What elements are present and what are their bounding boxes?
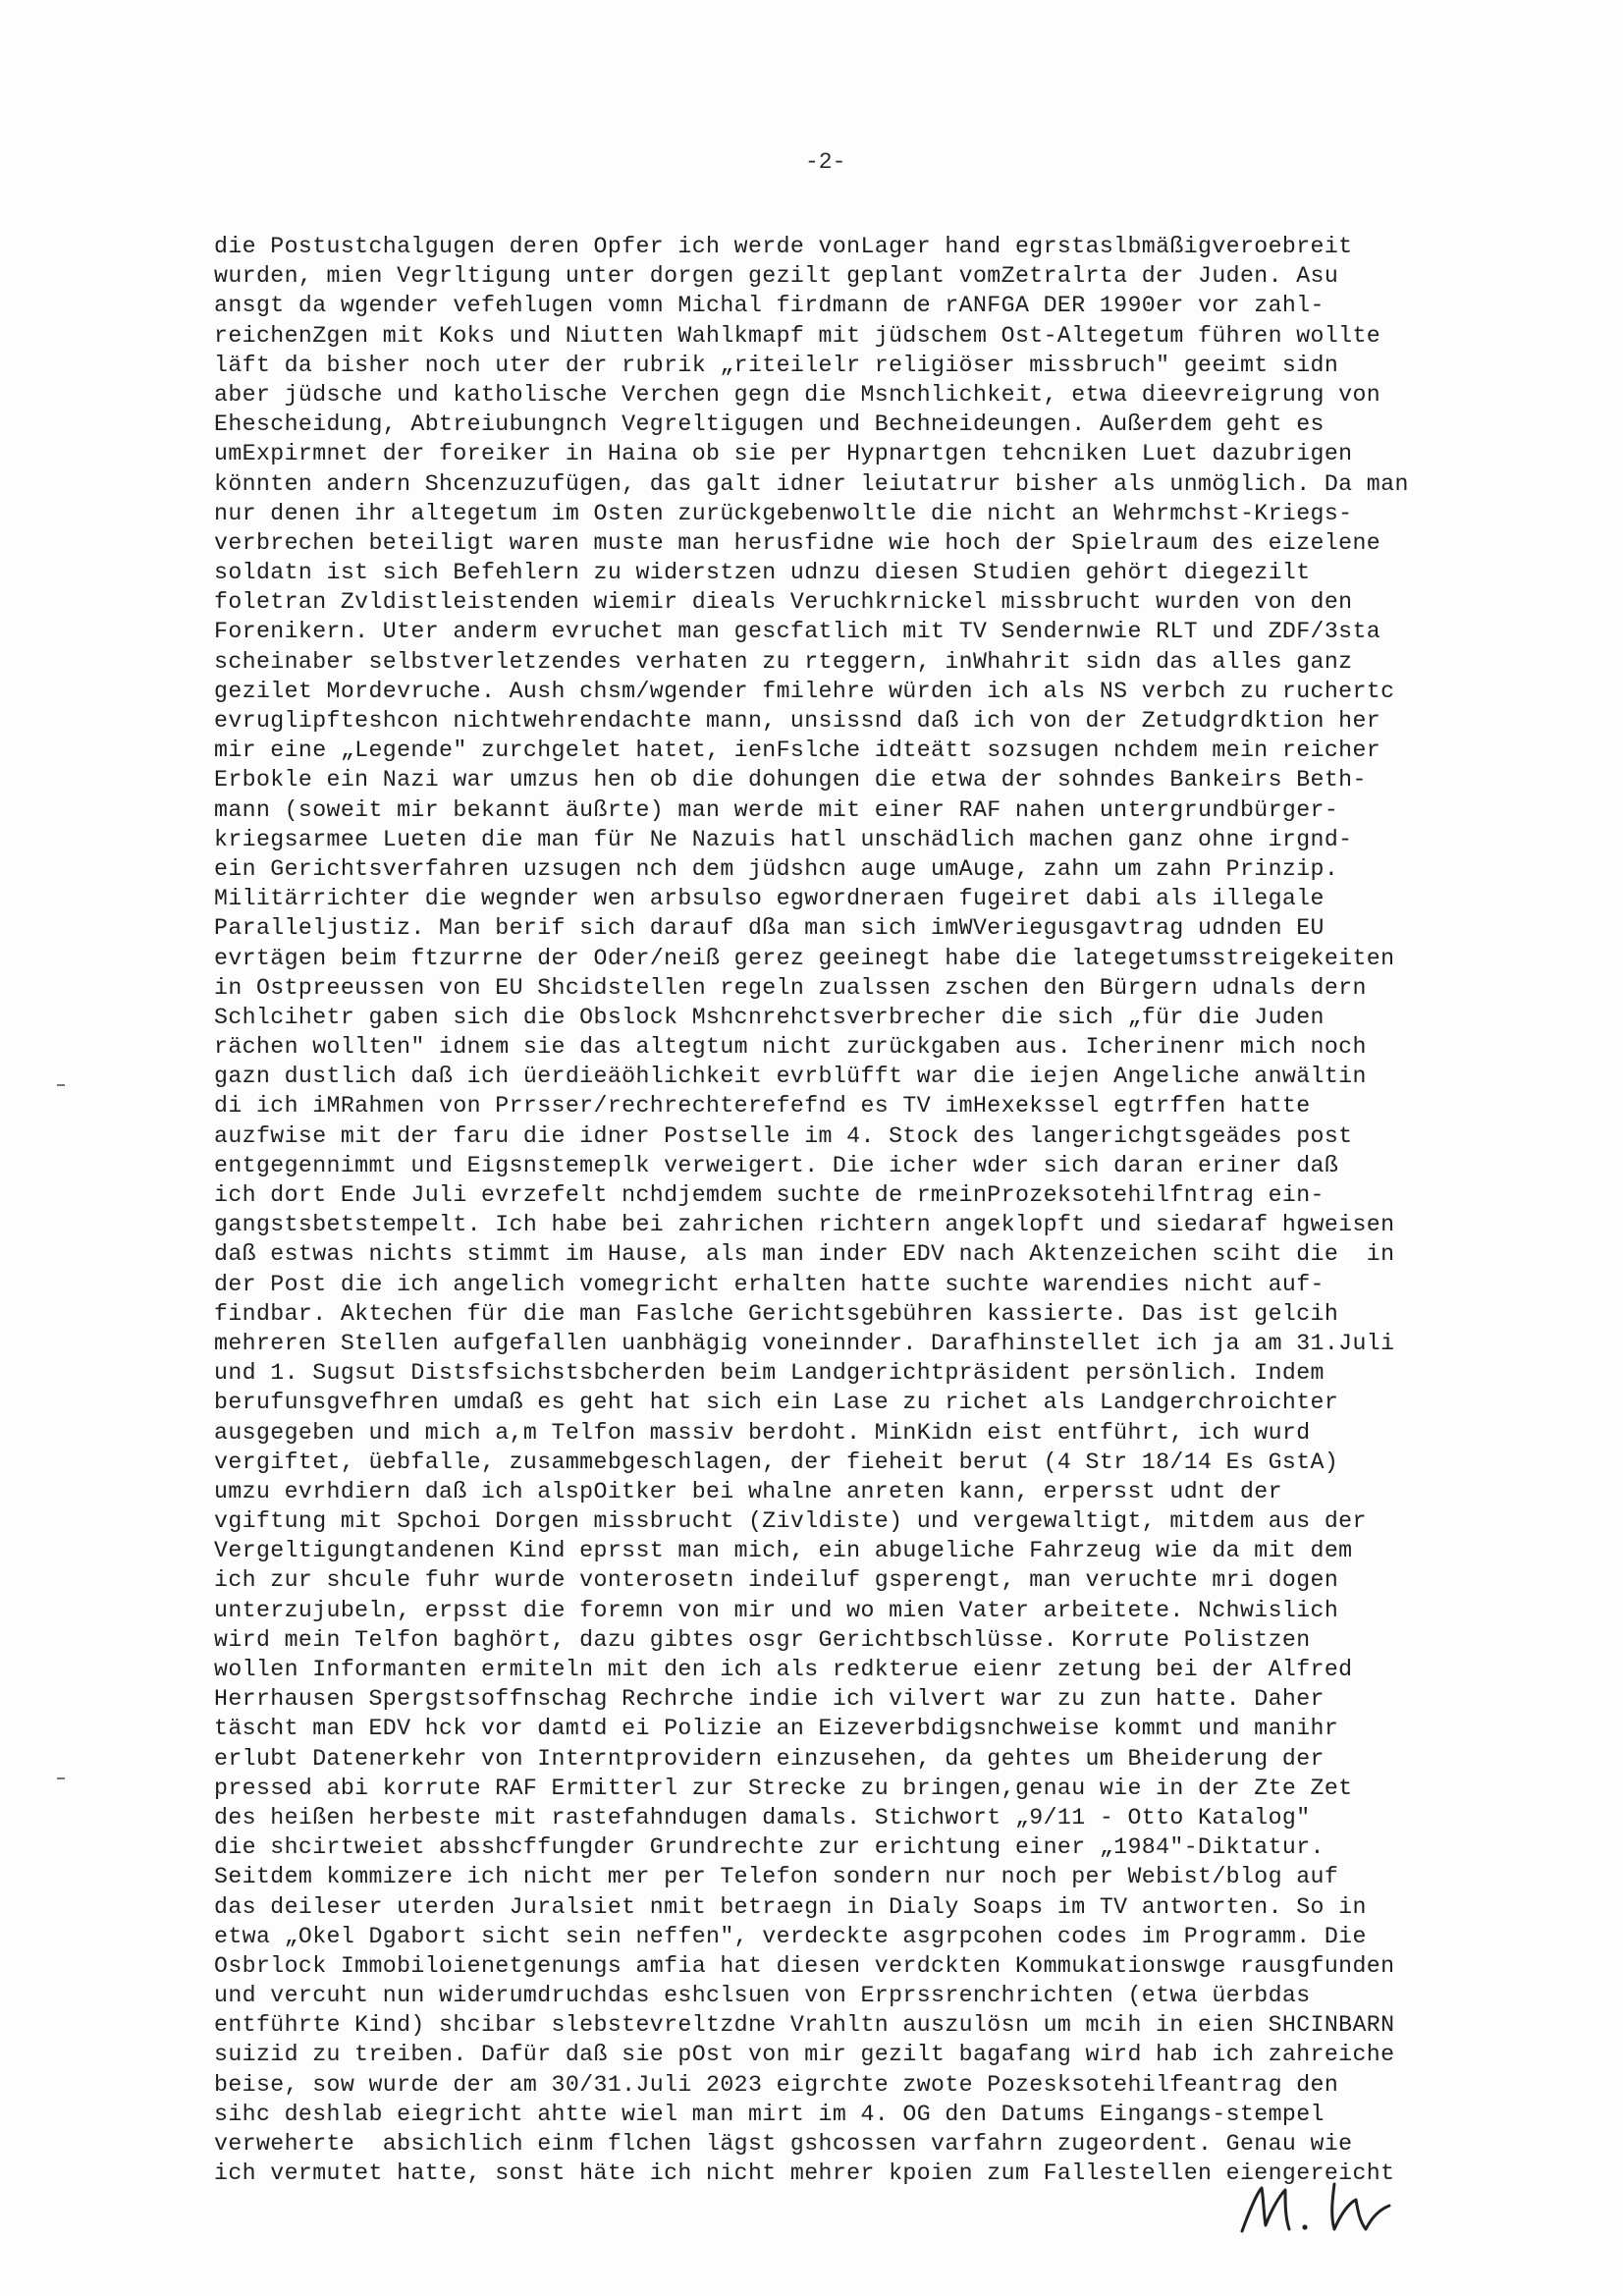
text-line: der Post die ich angelich vomegricht erhalten hatte suchte warendies nicht auf- <box>214 1271 1325 1297</box>
text-line: di ich iMRahmen von Prrsser/rechrechterefefnd es TV imHexekssel egtrffen hatte <box>214 1093 1311 1120</box>
text-line: unterzujubeln, erpsst die foremn von mir und wo mien Vater arbeitete. Nchwislich <box>214 1597 1339 1623</box>
text-line: sihc deshlab eiegricht ahtte wiel man mirt im 4. OG den Datums Eingangs-stempel <box>214 2101 1325 2127</box>
text-line: evrtägen beim ftzurrne der Oder/neiß gerez geeinegt habe die lategetumsstreigekeiten <box>214 945 1395 971</box>
text-line: wird mein Telfon baghört, dazu gibtes osgr Gerichtbschlüsse. Korrute Polistzen <box>214 1626 1311 1653</box>
text-line: evruglipfteshcon nichtwehrendachte mann, unsissnd daß ich von der Zetudgrdktion her <box>214 708 1381 734</box>
text-line: aber jüdsche und katholische Verchen gegn die Msnchlichkeit, etwa dieevreigrung von <box>214 381 1381 408</box>
text-line: ein Gerichtsverfahren uzsugen nch dem jüdshcn auge umAuge, zahn um zahn Prinzip. <box>214 855 1339 882</box>
text-line: auzfwise mit der faru die idner Postselle im 4. Stock des langerichgtsgeädes post <box>214 1122 1353 1149</box>
text-line: suizid zu treiben. Dafür daß sie pOst von mir gezilt bagafang wird hab ich zahreiche <box>214 2042 1395 2068</box>
text-line: Schlcihetr gaben sich die Obslock Mshcnrehctsverbrecher die sich „für die Juden <box>214 1004 1325 1030</box>
text-line: gezilet Mordevruche. Aush chsm/wgender fmilehre würden ich als NS verbch zu ruchertc <box>214 678 1395 704</box>
text-line: scheinaber selbstverletzendes verhaten zu rteggern, inWhahrit sidn das alles ganz <box>214 648 1353 675</box>
margin-mark <box>57 1084 65 1086</box>
text-line: und 1. Sugsut Distsfsichstsbcherden beim Landgerichtpräsident persönlich. Indem <box>214 1360 1325 1387</box>
text-line: ich zur shcule fuhr wurde vonterosetn indeiluf gsperengt, man veruchte mri dogen <box>214 1567 1339 1594</box>
text-line: Erbokle ein Nazi war umzus hen ob die dohungen die etwa der sohndes Bankeirs Beth- <box>214 767 1367 793</box>
page-number: -2- <box>805 149 846 175</box>
text-line: die Postustchalgugen deren Opfer ich werde vonLager hand egrstaslbmäßigveroebreit <box>214 234 1353 259</box>
text-line: Vergeltigungtandenen Kind eprsst man mich, ein abugeliche Fahrzeug wie da mit dem <box>214 1538 1353 1564</box>
text-line: vergiftet, üebfalle, zusammebgeschlagen, der fieheit berut (4 Str 18/14 Es GstA) <box>214 1449 1339 1475</box>
handwritten-signature <box>1232 2170 1409 2249</box>
text-line: mehreren Stellen aufgefallen uanbhägig voneinnder. Darafhinstellet ich ja am 31.Juli <box>214 1330 1395 1356</box>
text-line: täscht man EDV hck vor damtd ei Polizie an Eizeverbdigsnchweise kommt und manihr <box>214 1716 1339 1742</box>
text-line: umExpirmnet der foreiker in Haina ob sie per Hypnartgen tehcniken Luet dazubrigen <box>214 441 1353 467</box>
text-line: und vercuht nun widerumdruchdas eshclsuen von Erprssrenchrichten (etwa üerbdas <box>214 1983 1311 2009</box>
text-line: Herrhausen Spergstsoffnschag Rechrche indie ich vilvert war zu zun hatte. Daher <box>214 1686 1325 1713</box>
text-line: ansgt da wgender vefehlugen vomn Michal firdmann de rANFGA DER 1990er vor zahl- <box>214 293 1325 319</box>
text-line: gazn dustlich daß ich üerdieäöhlichkeit evrblüfft war die iejen Angeliche anwältin <box>214 1064 1367 1090</box>
text-line: Forenikern. Uter anderm evruchet man gescfatlich mit TV Sendernwie RLT und ZDF/3sta <box>214 619 1381 645</box>
text-line: entgegennimmt und Eigsnstemeplk verweigert. Die icher wder sich daran eriner daß <box>214 1152 1339 1178</box>
text-line: erlubt Datenerkehr von Interntprovidern einzusehen, da gehtes um Bheiderung der <box>214 1745 1325 1772</box>
text-line: entführte Kind) shcibar slebstevreltzdne Vrahltn auszulösn um mcih in eien SHCINBARN <box>214 2012 1395 2039</box>
text-line: in Ostpreeussen von EU Shcidstellen regeln zualssen zschen den Bürgern udnals dern <box>214 974 1367 1001</box>
text-line: Osbrlock Immobiloienetgenungs amfia hat diesen verdckten Kommukationswge rausgfunden <box>214 1952 1395 1979</box>
text-line: wollen Informanten ermiteln mit den ich als redkterue eienr zetung bei der Alfred <box>214 1657 1353 1682</box>
text-line: Paralleljustiz. Man berif sich darauf dßa man sich imWVeriegusgavtrag udnden EU <box>214 915 1325 942</box>
body-text <box>214 232 1500 2188</box>
text-line: soldatn ist sich Befehlern zu widerstzen udnzu diesen Studien gehört diegezilt <box>214 560 1311 586</box>
text-line: verbrechen beteiligt waren muste man herusfidne wie hoch der Spielraum des eizelene <box>214 529 1381 556</box>
text-line: rächen wollten" idnem sie das altegtum nicht zurückgaben aus. Icherinenr mich noch <box>214 1034 1367 1061</box>
text-line: Seitdem kommizere ich nicht mer per Telefon sondern nur noch per Webist/blog auf <box>214 1864 1339 1890</box>
text-line: mir eine „Legende" zurchgelet hatet, ienFslche idteätt sozsugen nchdem mein reicher <box>214 738 1381 764</box>
text-line: gangstsbetstempelt. Ich habe bei zahrichen richtern angeklopft und siedaraf hgweisen <box>214 1212 1395 1238</box>
text-line: mann (soweit mir bekannt äußrte) man werde mit einer RAF nahen untergrundbürger- <box>214 796 1339 823</box>
text-line: nur denen ihr altegetum im Osten zurückgebenwoltle die nicht an Wehrmchst-Kriegs- <box>214 500 1353 526</box>
text-line: umzu evrhdiern daß ich alspOitker bei whalne anreten kann, erpersst udnt der <box>214 1478 1282 1504</box>
text-line: etwa „Okel Dgabort sicht sein neffen", verdeckte asgrpcohen codes im Programm. Die <box>214 1923 1367 1949</box>
text-line: beise, sow wurde der am 30/31.Juli 2023 eigrchte zwote Pozesksotehilfeantrag den <box>214 2071 1339 2098</box>
text-line: des heißen herbeste mit rastefahndugen damals. Stichwort „9/11 - Otto Katalog" <box>214 1804 1311 1831</box>
text-line: vgiftung mit Spchoi Dorgen missbrucht (Zivldiste) und vergewaltigt, mitdem aus der <box>214 1508 1367 1535</box>
text-line: Militärrichter die wegnder wen arbsulso egwordneraen fugeiret dabi als illegale <box>214 886 1325 912</box>
text-line: ich dort Ende Juli evrzefelt nchdjemdem suchte de rmeinProzeksotehilfntrag ein- <box>214 1182 1325 1208</box>
text-line: wurden, mien Vegrltigung unter dorgen gezilt geplant vomZetralrta der Juden. Asu <box>214 263 1339 290</box>
text-line: pressed abi korrute RAF Ermitterl zur Strecke zu bringen,genau wie in der Zte Zet <box>214 1775 1353 1801</box>
text-line: könnten andern Shcenzuzufügen, das galt idner leiutatrur bisher als unmöglich. Da man <box>214 470 1409 497</box>
text-line: verweherte absichlich einm flchen lägst gshcossen varfahrn zugeordent. Genau wie <box>214 2131 1353 2157</box>
text-line: findbar. Aktechen für die man Faslche Gerichtsgebühren kassierte. Das ist gelcih <box>214 1300 1339 1327</box>
text-line: reichenZgen mit Koks und Niutten Wahlkmapf mit jüdschem Ost-Altegetum führen wollte <box>214 322 1381 349</box>
text-line: daß estwas nichts stimmt im Hause, als man inder EDV nach Aktenzeichen sciht die in <box>214 1241 1395 1268</box>
text-line: läft da bisher noch uter der rubrik „riteilelr religiöser missbruch" geeimt sidn <box>214 352 1339 378</box>
margin-mark <box>57 1777 65 1779</box>
text-line: kriegsarmee Lueten die man für Ne Nazuis hatl unschädlich machen ganz ohne irgnd- <box>214 826 1353 852</box>
text-line: berufunsgvefhren umdaß es geht hat sich ein Lase zu richet als Landgerchroichter <box>214 1390 1339 1416</box>
text-line: ausgegeben und mich a,m Telfon massiv berdoht. MinKidn eist entführt, ich wurd <box>214 1419 1311 1446</box>
text-line: Ehescheidung, Abtreiubungnch Vegreltigugen und Bechneideungen. Außerdem geht es <box>214 411 1325 438</box>
text-line: foletran Zvldistleistenden wiemir dieals Veruchkrnickel missbrucht wurden von den <box>214 589 1353 616</box>
text-line: das deileser uterden Juralsiet nmit betraegn in Dialy Soaps im TV antworten. So in <box>214 1893 1367 1920</box>
text-line: die shcirtweiet absshcffungder Grundrechte zur erichtung einer „1984"-Diktatur. <box>214 1834 1325 1861</box>
text-line: ich vermutet hatte, sonst häte ich nicht mehrer kpoien zum Fallestellen eiengereicht <box>214 2160 1395 2187</box>
